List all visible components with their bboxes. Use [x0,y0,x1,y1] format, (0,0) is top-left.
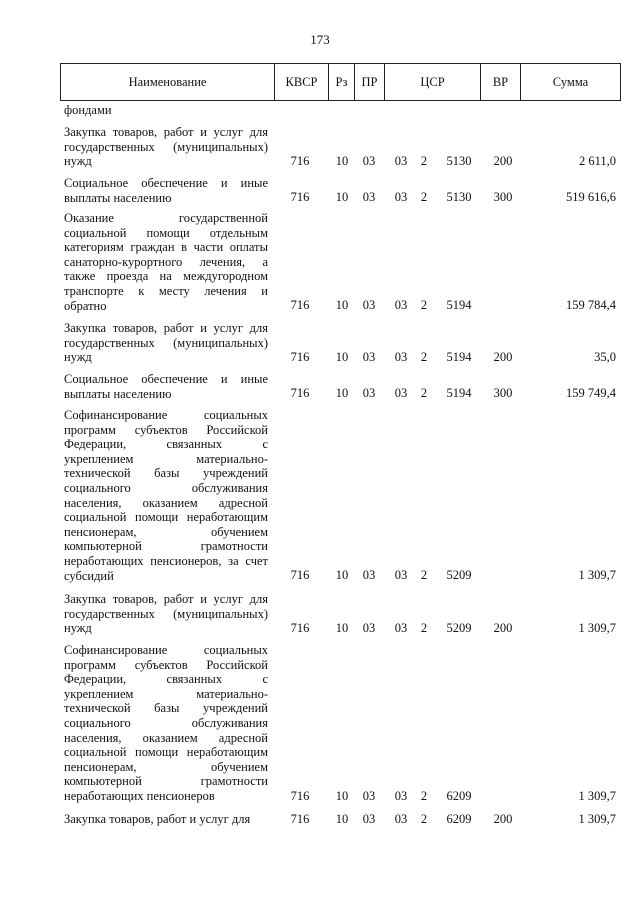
row-name-line: Социальное обеспечение и иные [64,176,268,190]
cell-kvsr: 716 [290,788,310,803]
row-name-line: укреплением материально- [64,686,268,701]
cell-sum: 159 784,4 [566,298,616,313]
row-name-line: технической базы учреждений [64,701,268,716]
row-name-line: укреплением материально- [64,451,268,466]
cell-rz: 10 [335,386,349,401]
cell-kvsr: 716 [290,349,310,364]
table-row [0,103,640,118]
cell-kvsr: 716 [290,153,310,168]
row-name-line: социального обслуживания [64,715,268,730]
table-row [0,176,640,205]
cell-csr2: 2 [420,386,428,401]
cell-csr3: 5130 [446,153,472,168]
cell-csr1: 03 [394,568,408,583]
row-name-line: субсидий [64,568,114,583]
row-name-line: государственных (муниципальных) [64,139,268,154]
cell-pr: 03 [362,153,376,168]
row-name-line: населения, оказанием адресной [64,730,268,745]
cell-csr3: 5194 [446,298,472,313]
cell-csr3: 5194 [446,386,472,401]
row-name-line: Оказание государственной [64,211,268,225]
row-name-line: государственных (муниципальных) [64,606,268,621]
row-name-line: обратно [64,298,107,313]
cell-kvsr: 716 [290,812,310,826]
cell-pr: 03 [362,568,376,583]
row-name-line: фондами [64,103,112,117]
cell-sum: 1 309,7 [578,812,616,826]
row-name-line: Закупка товаров, работ и услуг для [64,125,268,139]
cell-vr: 200 [493,349,513,364]
cell-csr2: 2 [420,190,428,205]
row-name-line: социальной помощи неработающим [64,745,268,760]
row-name-line: технической базы учреждений [64,466,268,481]
cell-csr2: 2 [420,349,428,364]
cell-kvsr: 716 [290,190,310,205]
cell-csr2: 2 [420,788,428,803]
table-row [0,372,640,401]
cell-pr: 03 [362,298,376,313]
row-name-line: Закупка товаров, работ и услуг для [64,812,251,826]
cell-rz: 10 [335,349,349,364]
cell-kvsr: 716 [290,386,310,401]
row-name-line: программ субъектов Российской [64,657,268,672]
cell-rz: 10 [335,153,349,168]
row-name-line: Социальное обеспечение и иные [64,372,268,386]
header-csr: ЦСР [385,64,481,101]
header-sum: Сумма [521,64,621,101]
cell-pr: 03 [362,788,376,803]
cell-kvsr: 716 [290,620,310,635]
cell-kvsr: 716 [290,568,310,583]
row-name-line: нужд [64,154,92,169]
row-name-line: государственных (муниципальных) [64,335,268,350]
cell-csr3: 5209 [446,568,472,583]
row-name-line: социальной помощи неработающим [64,510,268,525]
row-name-line: населения, оказанием адресной [64,495,268,510]
cell-sum: 1 309,7 [578,568,616,583]
cell-rz: 10 [335,190,349,205]
row-name-line: социального обслуживания [64,480,268,495]
cell-rz: 10 [335,298,349,313]
cell-csr1: 03 [394,812,408,826]
cell-vr: 300 [493,190,513,205]
row-name-line: компьютерной грамотности [64,539,268,554]
table-row [0,321,640,365]
row-name-line: социальной помощи отдельным [64,225,268,240]
header-pr: ПР [355,64,385,101]
cell-pr: 03 [362,190,376,205]
table-row [0,125,640,169]
row-name-line: неработающих пенсионеров [64,788,215,803]
cell-sum: 2 611,0 [578,153,616,168]
cell-csr2: 2 [420,568,428,583]
cell-vr: 200 [493,153,513,168]
row-name-line: выплаты населению [64,190,172,205]
row-name-line: транспорте к месту лечения и [64,283,268,298]
cell-vr: 200 [493,620,513,635]
cell-csr1: 03 [394,190,408,205]
row-name [64,408,268,583]
cell-csr1: 03 [394,386,408,401]
row-name-line: нужд [64,621,92,636]
row-name-line: неработающих пенсионеров, за счет [64,553,268,568]
cell-csr3: 5194 [446,349,472,364]
table-row [0,812,640,827]
cell-csr1: 03 [394,788,408,803]
table-row [0,643,640,804]
cell-sum: 519 616,6 [566,190,616,205]
cell-csr1: 03 [394,349,408,364]
cell-csr1: 03 [394,298,408,313]
row-name-line: Закупка товаров, работ и услуг для [64,592,268,606]
cell-rz: 10 [335,620,349,635]
cell-sum: 1 309,7 [578,788,616,803]
row-name-line: пенсионерам, обучением [64,759,268,774]
cell-pr: 03 [362,620,376,635]
cell-vr: 200 [493,812,513,826]
row-name-line: Федерации, связанных с [64,437,268,452]
row-name-line: Софинансирование социальных [64,643,268,657]
cell-rz: 10 [335,812,349,826]
page-number: 173 [310,32,330,47]
cell-sum: 1 309,7 [578,620,616,635]
cell-kvsr: 716 [290,298,310,313]
row-name-line: Софинансирование социальных [64,408,268,422]
row-name-line: компьютерной грамотности [64,774,268,789]
cell-sum: 159 749,4 [566,386,616,401]
cell-rz: 10 [335,568,349,583]
cell-csr2: 2 [420,298,428,313]
row-name-line: санаторно-курортного лечения, а [64,254,268,269]
cell-csr3: 5209 [446,620,472,635]
cell-csr2: 2 [420,153,428,168]
row-name-line: Закупка товаров, работ и услуг для [64,321,268,335]
row-name-line: Федерации, связанных с [64,672,268,687]
cell-csr1: 03 [394,620,408,635]
cell-pr: 03 [362,349,376,364]
cell-vr: 300 [493,386,513,401]
cell-pr: 03 [362,812,376,826]
row-name [64,643,268,804]
cell-csr1: 03 [394,153,408,168]
row-name-line: категориям граждан в части оплаты [64,240,268,255]
table-row [0,211,640,313]
cell-pr: 03 [362,386,376,401]
cell-csr3: 5130 [446,190,472,205]
header-vr: ВР [481,64,521,101]
cell-rz: 10 [335,788,349,803]
cell-csr3: 6209 [446,788,472,803]
cell-csr3: 6209 [446,812,472,826]
cell-sum: 35,0 [594,349,616,364]
table-row [0,592,640,636]
cell-csr2: 2 [420,620,428,635]
cell-csr2: 2 [420,812,428,826]
table-header [60,63,621,101]
header-name: Наименование [61,64,275,101]
header-kvsr: КВСР [275,64,329,101]
row-name-line: выплаты населению [64,386,172,401]
row-name-line: нужд [64,350,92,365]
row-name-line: также проезда на междугородном [64,269,268,284]
header-rz: Рз [329,64,355,101]
row-name-line: программ субъектов Российской [64,422,268,437]
table-row [0,408,640,583]
row-name-line: пенсионерам, обучением [64,524,268,539]
